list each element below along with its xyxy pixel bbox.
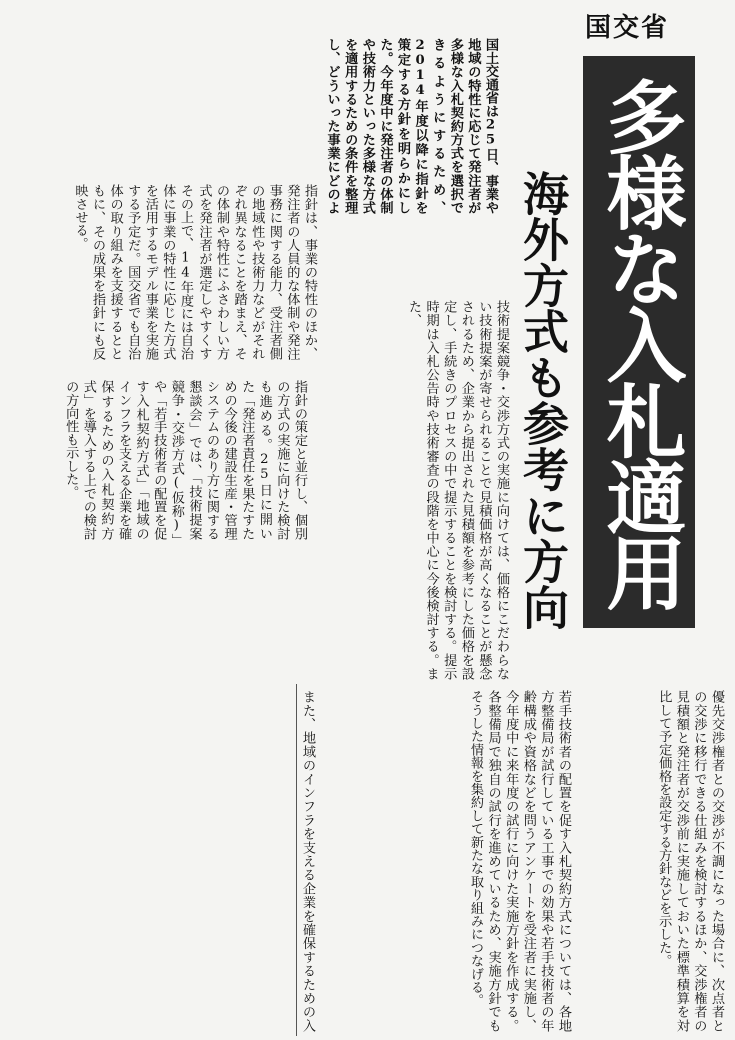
article-kicker: 国交省: [584, 13, 669, 43]
column-rule: [296, 684, 297, 1036]
article-lead: 国土交通省は25日、事業や地域の特性に応じて発注者が多様な入札契約方式を選択できるようにするため、2014年度以降に指針を策定する方針を明らかにした。今年度中に発注者の体制や技術力といった多様な方式を適用するための条件を整理し、どういった事業にどのよ: [325, 38, 498, 214]
article-body-p5: 優先交渉権者との交渉が不調になった場合に、次点者との交渉に移行できる仕組みを検討するほか、交渉権者の見積額と発注者が交渉前に実施しておいた標準積算を対比して予定価格を設定する方針などを示した。: [656, 690, 724, 1032]
article-subheadline: 海外方式も参考に方向: [516, 170, 570, 630]
article-body-p3: 指針の策定と並行し、個別の方式の実施に向けた検討も進める。25日に開いた「発注者責任を果たすための今後の建設生産・管理システムのあり方に関する懇談会」では、「技術提案競争・交渉方式(仮称)」や「若手技術者の配置を促す入札契約方式」「地域のインフラを支える企業を確保するための入札契約方式」を導入する上での検討の方向性も示した。: [63, 380, 307, 540]
article-body-p7: また、地域のインフラを支える企業を確保するための入: [300, 690, 315, 1032]
article-body-p4: 技術提案競争・交渉方式の実施に向けては、価格にこだわらない技術提案が寄せられることで見積価格が高くなることが懸念されるため、企業から提出された見積額を参考にした価格を設定し、手続きのプロセスの中で提示することを検討する。提示時期は入札公告時や技術審査の段階を中心に今後検討する。また、: [406, 300, 509, 680]
article-headline: 多様な入札適用: [583, 56, 695, 628]
article-body-p2: その上で、14年度には自治体に事業の特性に応じた方式を活用するモデル事業を実施する予定だ。国交省でも自治体の取り組みを支援するとともに、その成果を指針にも反映させる。: [72, 184, 193, 360]
article-body-p1: 指針は、事業の特性のほか、発注者の人員的な体制や発注事務に関する能力、受注者側の地域性や技術力などがそれぞれ異なることを踏まえ、その体制や特性にふさわしい方式を発注者が選定しやすくす: [196, 184, 317, 360]
article-body-p6: 若手技術者の配置を促す入札契約方式については、各地方整備局が試行している工事での効果や若手技術者の年齢構成や資格などを問うアンケートを受注者に実施し、今年度中に来年度の試行に向けた実施方針を作成する。各整備局で独自の試行を進めているため、実施方針でもそうした情報を集約して新たな取り組みにつなげる。: [468, 690, 571, 1032]
